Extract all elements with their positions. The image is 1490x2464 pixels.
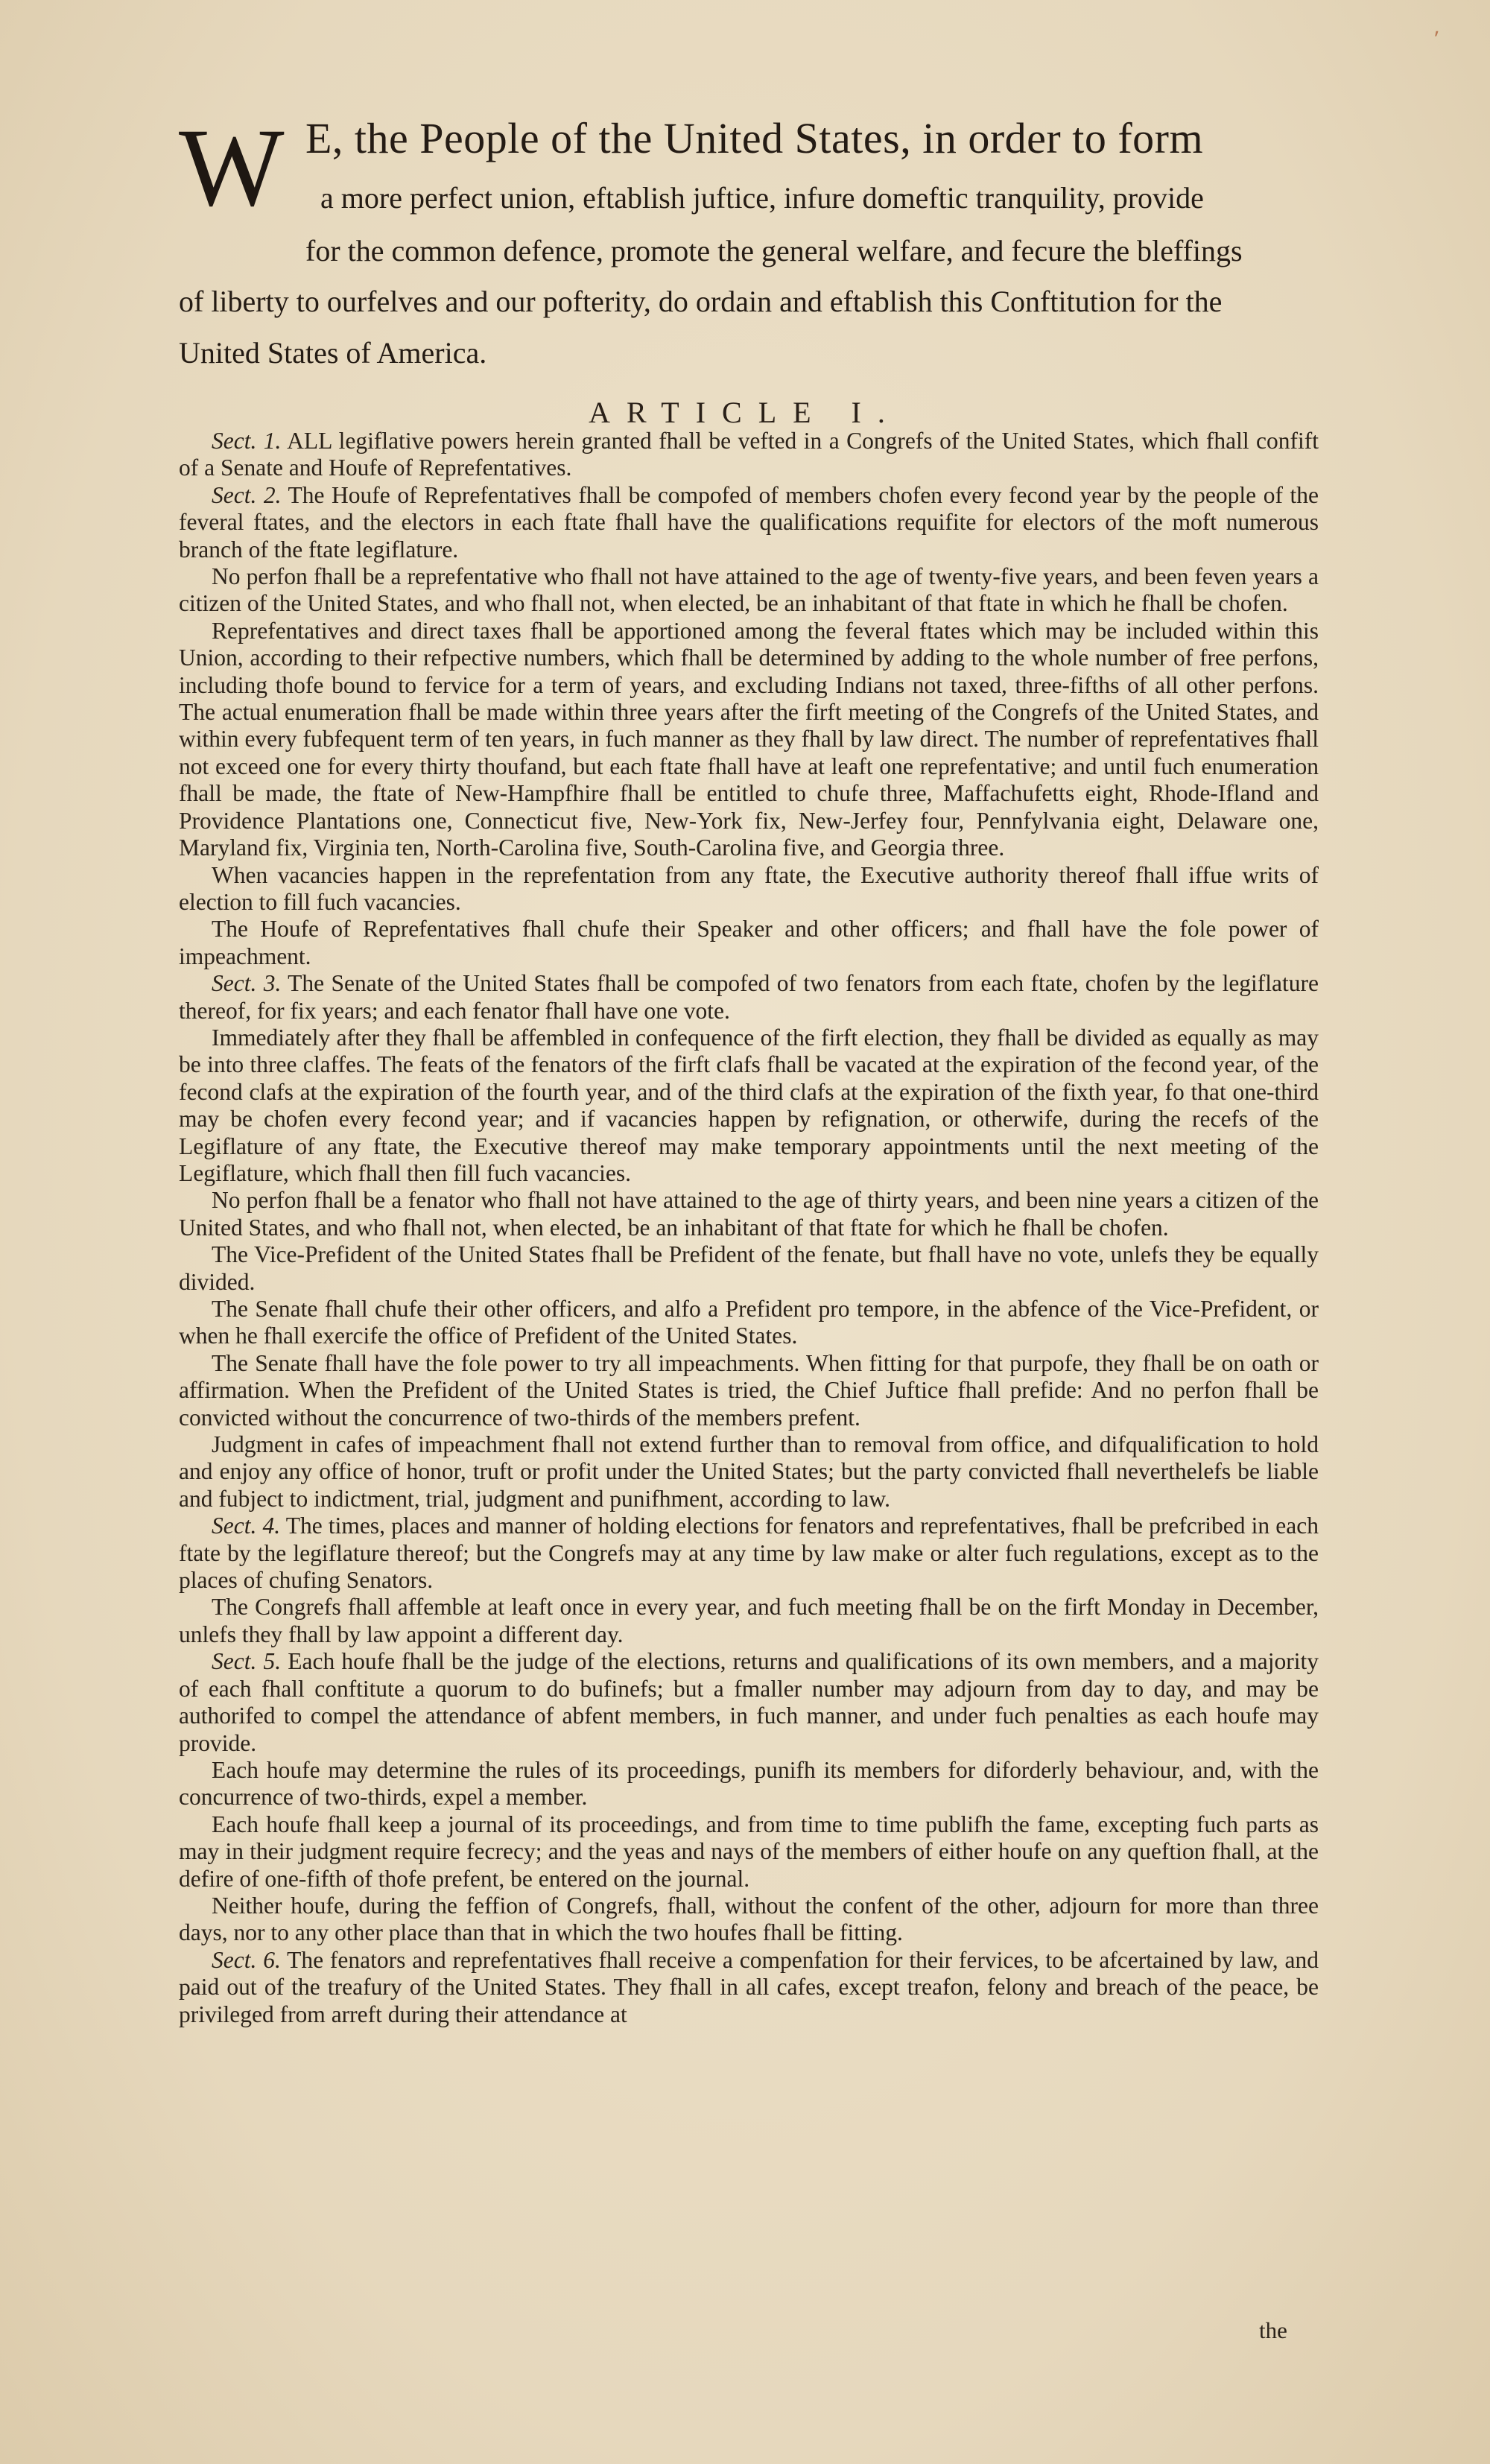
paragraph-text: The Houfe of Reprefentatives fhall be compofed of members chofen every fecond year by the people of the feveral ftates, and the electors in each ftate fhall have the qualifications requifite for electors of the moft numerous branch of the ftate legiflature. — [179, 481, 1319, 563]
article-paragraph — [179, 1296, 1319, 1350]
paragraph-text: The Vice-Prefident of the United States fhall be Prefident of the fenate, but fhall have no vote, unlefs they be equally divided. — [179, 1241, 1319, 1295]
article-paragraph — [179, 1431, 1319, 1513]
paragraph-text: The Senate fhall chufe their other officers, and alfo a Prefident pro tempore, in the abfence of the Vice-Prefident, or when he fhall exercife the office of Prefident of the United States. — [179, 1296, 1319, 1349]
article-paragraph — [179, 482, 1319, 563]
article-paragraph — [179, 1648, 1319, 1757]
preamble-line: of liberty to ourfelves and our pofterity, do ordain and eftablish this Conftitution for the — [179, 285, 1223, 318]
article-paragraph — [179, 1757, 1319, 1811]
section-label: Sect. 1. — [212, 428, 282, 454]
drop-cap: W — [179, 106, 285, 229]
paragraph-text: The Congrefs fhall affemble at leaft once in every year, and fuch meeting fhall be on the firft Monday in December, unlefs they fhall by law appoint a different day. — [179, 1594, 1319, 1647]
article-paragraph — [179, 1947, 1319, 2028]
section-label: Sect. 5. — [212, 1648, 282, 1675]
paragraph-text: The Senate of the United States fhall be compofed of two fenators from each ftate, chofen by the legiflature thereof, for fix years; and each fenator fhall have one vote. — [179, 970, 1319, 1024]
article-paragraph — [179, 1241, 1319, 1296]
paragraph-text: Immediately after they fhall be affembled in confequence of the firft election, they fhall be divided as equally as may be into three claffes. The feats of the fenators of the firft clafs fhall be vacated at the expiration of the fecond year, of the fecond clafs at the expiration of the fourth year, and of the third clafs at the expiration of the fixth year, fo that one-third may be chofen every fecond year; and if vacancies happen by refignation, or otherwife, during the recefs of the Legiflature of any ftate, the Executive thereof may make temporary appointments until the next meeting of the Legiflature, which fhall then fill fuch vacancies. — [179, 1024, 1319, 1186]
catchword: the — [1259, 2317, 1287, 2343]
section-label: Sect. 6. — [212, 1946, 281, 1973]
article-paragraph — [179, 618, 1319, 862]
paragraph-text: Reprefentatives and direct taxes fhall be apportioned among the feveral ftates which may be included within this Union, according to their refpective numbers, which fhall be determined by adding to the whole number of free perfons, including thofe bound to fervice for a term of years, and excluding Indians not taxed, three-fifths of all other perfons. The actual enumeration fhall be made within three years after the firft meeting of the Congrefs of the United States, and within every fubfequent term of ten years, in fuch manner as they fhall by law direct. The number of reprefentatives fhall not exceed one for every thirty thoufand, but each ftate fhall have at leaft one reprefentative; and until fuch enumeration fhall be made, the ftate of New-Hampfhire fhall be entitled to chufe three, Maffachufetts eight, Rhode-Ifland and Providence Plantations one, Connecticut five, New-York fix, New-Jerfey four, Pennfylvania eight, Delaware one, Maryland fix, Virginia ten, North-Carolina five, South-Carolina five, and Georgia three. — [179, 617, 1319, 861]
article-paragraph — [179, 862, 1319, 916]
section-label: Sect. 3. — [212, 970, 282, 997]
paragraph-text: The Houfe of Reprefentatives fhall chufe their Speaker and other officers; and fhall have the fole power of impeachment. — [179, 916, 1319, 969]
paragraph-text: The Senate fhall have the fole power to try all impeachments. When fitting for that purpofe, they fhall be on oath or affirmation. When the Prefident of the United States is tried, the Chief Juftice fhall prefide: And no perfon fhall be convicted without the concurrence of two-thirds of the members prefent. — [179, 1349, 1319, 1431]
preamble-line: a more perfect union, eftablish juftice, infure domeftic tranquility, provide — [320, 181, 1204, 215]
paragraph-text: Each houfe may determine the rules of its proceedings, punifh its members for diforderly behaviour, and, with the concurrence of two-thirds, expel a member. — [179, 1756, 1319, 1811]
article-paragraph — [179, 1187, 1319, 1241]
paragraph-text: No perfon fhall be a fenator who fhall not have attained to the age of thirty years, and been nine years a citizen of the United States, and who fhall not, when elected, be an inhabitant of that ftate for which he fhall be chofen. — [179, 1187, 1319, 1241]
article-paragraph — [179, 1893, 1319, 1947]
article-body — [179, 428, 1319, 2028]
article-heading: ARTICLE I. — [589, 396, 901, 429]
article-paragraph — [179, 1024, 1319, 1187]
paragraph-text: Neither houfe, during the feffion of Congrefs, fhall, without the confent of the other, adjourn for more than three days, nor to any other place than that in which the two houfes fhall be fitting. — [179, 1892, 1319, 1946]
paragraph-text: The fenators and reprefentatives fhall receive a compenfation for their fervices, to be afcertained by law, and paid out of the treafury of the United States. They fhall in all cafes, except treafon, felony and breach of the peace, be privileged from arreft during their attendance at — [179, 1946, 1319, 2027]
section-label: Sect. 4. — [212, 1513, 281, 1539]
article-paragraph — [179, 1350, 1319, 1431]
preamble-line: E, the People of the United States, in order to form — [305, 114, 1204, 162]
article-paragraph — [179, 1594, 1319, 1648]
paragraph-text: The times, places and manner of holding elections for fenators and reprefentatives, fhall be prefcribed in each ftate by the legiflature thereof; but the Congrefs may at any time by law make or alter fuch regulations, except as to the places of chufing Senators. — [179, 1513, 1319, 1594]
paragraph-text: Judgment in cafes of impeachment fhall not extend further than to removal from office, and difqualification to hold and enjoy any office of honor, truft or profit under the United States; but the party convicted fhall neverthelefs be liable and fubject to indictment, trial, judgment and punifhment, according to law. — [179, 1431, 1319, 1512]
paragraph-text: Each houfe fhall be the judge of the elections, returns and qualifications of its own members, and a majority of each fhall conftitute a quorum to do bufinefs; but a fmaller number may adjourn from day to day, and may be authorifed to compel the attendance of abfent members, in fuch manner, and under fuch penalties as each houfe may provide. — [179, 1648, 1319, 1756]
article-paragraph — [179, 970, 1319, 1024]
article-paragraph — [179, 916, 1319, 970]
article-paragraph — [179, 1513, 1319, 1594]
article-paragraph — [179, 1811, 1319, 1893]
paragraph-text: No perfon fhall be a reprefentative who fhall not have attained to the age of twenty-five years, and been feven years a citizen of the United States, and who fhall not, when elected, be an inhabitant of that ftate in which he fhall be chofen. — [179, 563, 1319, 617]
paragraph-text: When vacancies happen in the reprefentation from any ftate, the Executive authority thereof fhall iffue writs of election to fill fuch vacancies. — [179, 861, 1319, 915]
section-label: Sect. 2. — [212, 481, 282, 508]
article-paragraph — [179, 428, 1319, 482]
paragraph-text: ALL legiflative powers herein granted fhall be vefted in a Congrefs of the United States, which fhall confift of a Senate and Houfe of Reprefentatives. — [179, 428, 1319, 481]
article-paragraph — [179, 563, 1319, 618]
preamble-line: for the common defence, promote the general welfare, and fecure the bleffings — [305, 234, 1243, 267]
preamble-line: United States of America. — [179, 336, 487, 370]
paragraph-text: Each houfe fhall keep a journal of its proceedings, and from time to time publifh the fame, excepting fuch parts as may in their judgment require fecrecy; and the yeas and nays of the members of either houfe on any queftion fhall, at the defire of one-fifth of thofe prefent, be entered on the journal. — [179, 1811, 1319, 1892]
edge-mark: ⸴ — [1434, 17, 1440, 42]
